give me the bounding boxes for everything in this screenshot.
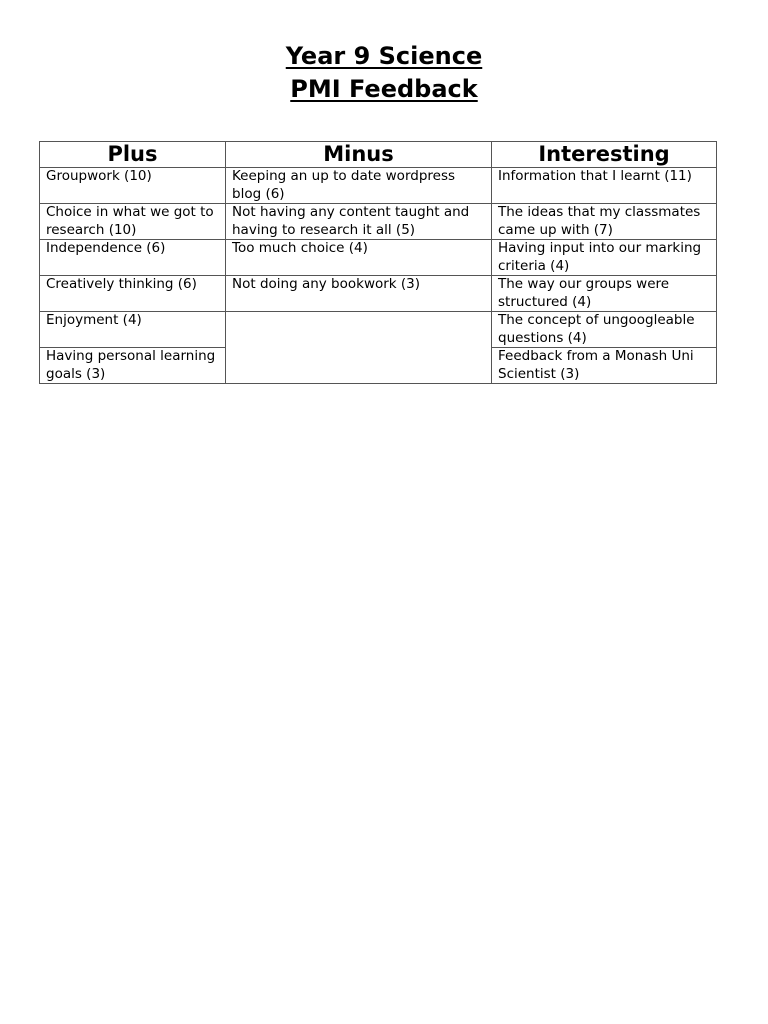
minus-cell: Too much choice (4) xyxy=(226,240,492,276)
interesting-cell: Having input into our marking criteria (4) xyxy=(492,240,717,276)
plus-cell: Creatively thinking (6) xyxy=(40,276,226,312)
plus-cell: Independence (6) xyxy=(40,240,226,276)
header-row xyxy=(40,142,717,168)
plus-cell: Enjoyment (4) xyxy=(40,312,226,348)
interesting-cell: Feedback from a Monash Uni Scientist (3) xyxy=(492,348,717,384)
header-minus: Minus xyxy=(226,142,492,168)
plus-cell: Groupwork (10) xyxy=(40,168,226,204)
header-interesting: Interesting xyxy=(492,142,717,168)
minus-cell: Not doing any bookwork (3) xyxy=(226,276,492,312)
interesting-cell: The concept of ungoogleable questions (4) xyxy=(492,312,717,348)
header-plus: Plus xyxy=(40,142,226,168)
interesting-cell: Information that I learnt (11) xyxy=(492,168,717,204)
table-row xyxy=(40,204,717,240)
minus-cell: Keeping an up to date wordpress blog (6) xyxy=(226,168,492,204)
plus-cell: Having personal learning goals (3) xyxy=(40,348,226,384)
table-row xyxy=(40,168,717,204)
plus-cell: Choice in what we got to research (10) xyxy=(40,204,226,240)
interesting-cell: The way our groups were structured (4) xyxy=(492,276,717,312)
minus-cell: Not having any content taught and having to research it all (5) xyxy=(226,204,492,240)
minus-cell-empty xyxy=(226,312,492,384)
interesting-cell: The ideas that my classmates came up with (7) xyxy=(492,204,717,240)
document-title xyxy=(0,40,768,106)
table-row xyxy=(40,312,717,348)
table-row xyxy=(40,276,717,312)
pmi-table xyxy=(39,141,717,384)
title-line-1: Year 9 Science xyxy=(285,42,483,70)
title-line-2: PMI Feedback xyxy=(290,75,478,103)
table-row xyxy=(40,240,717,276)
